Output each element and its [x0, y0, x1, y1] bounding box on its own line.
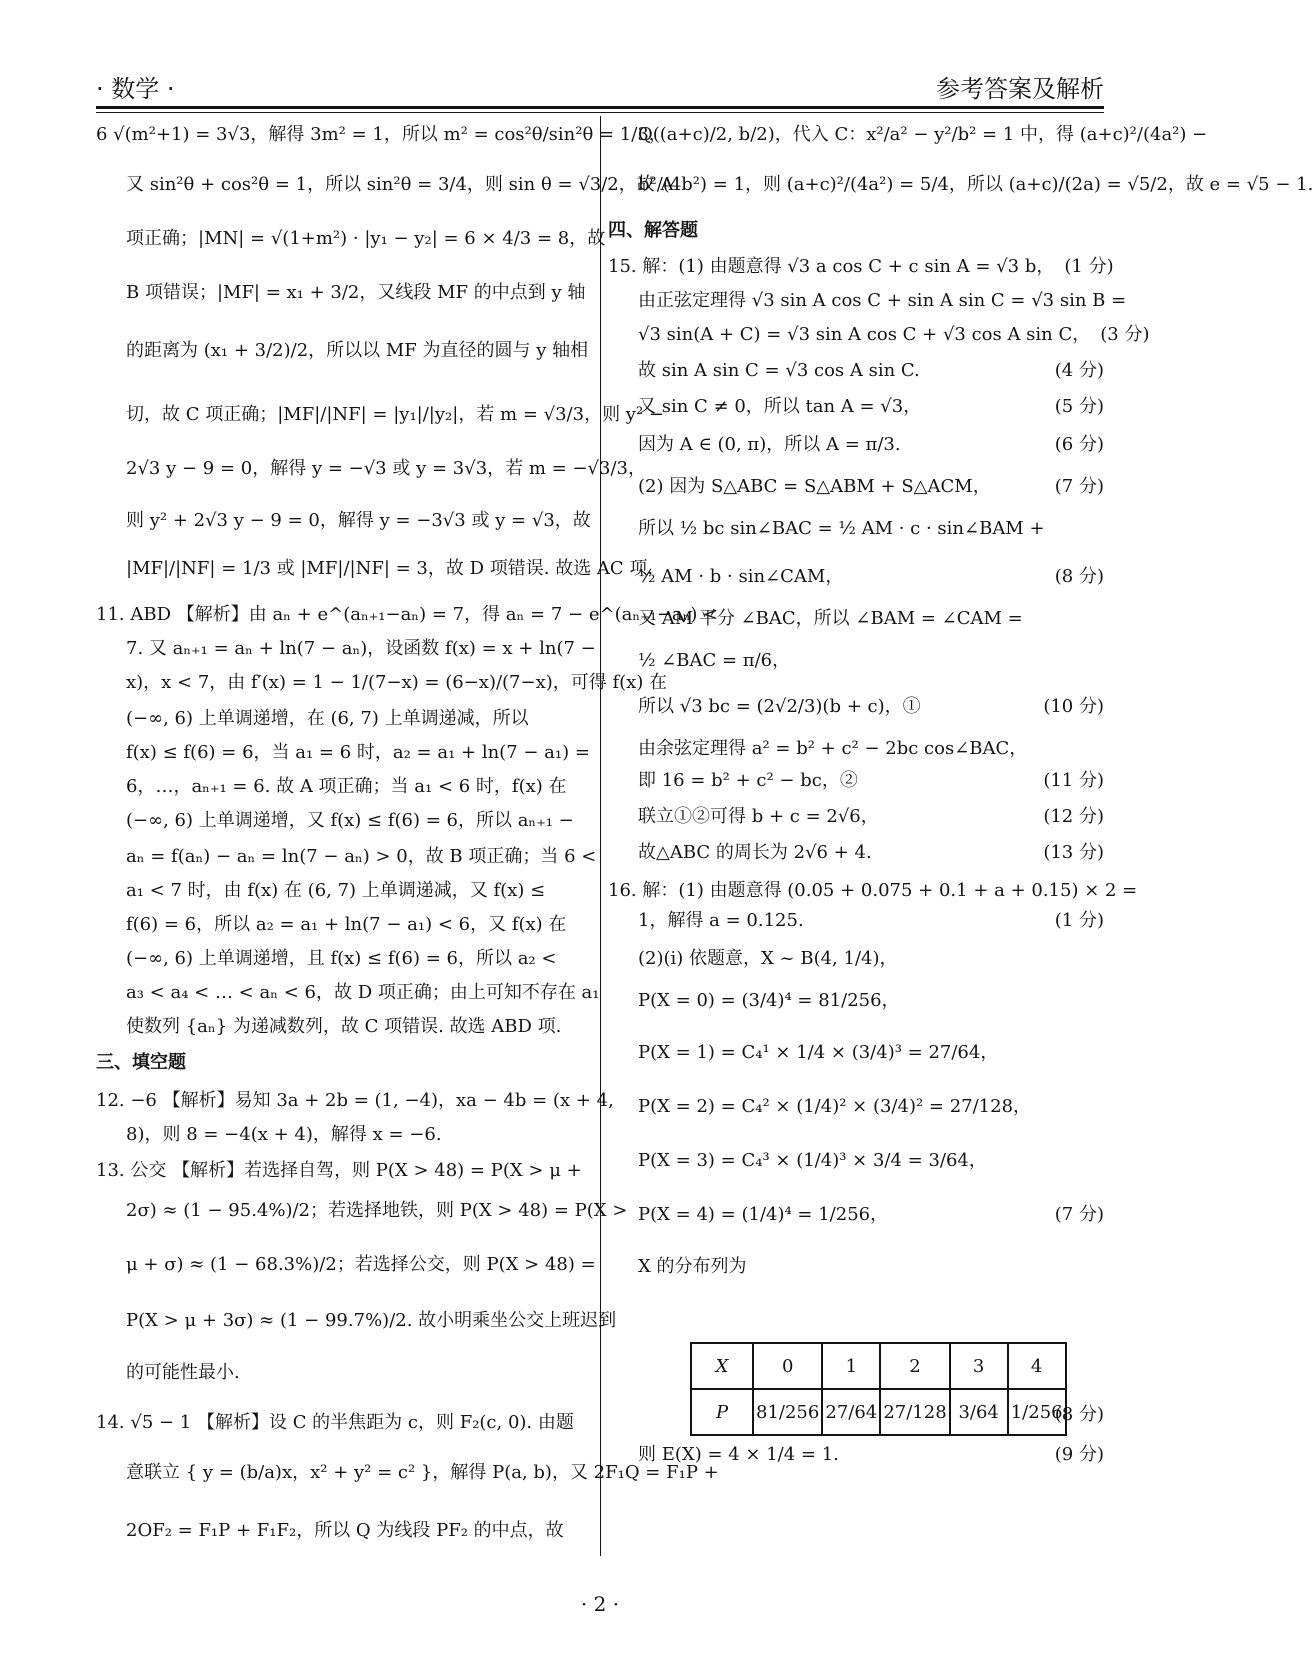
score-label: (8 分) — [1054, 566, 1104, 587]
table-cell: 3 — [950, 1343, 1008, 1389]
text-line: 14. √5 − 1 【解析】设 C 的半焦距为 c，则 F₂(c, 0). 由题 — [96, 1412, 574, 1433]
line-text: P(X = 3) = C₄³ × (1/4)³ × 3/4 = 3/64， — [638, 1150, 987, 1171]
text-line: 意联立 { y = (b/a)x，x² + y² = c² }，解得 P(a, b)，又 2F₁Q = F₁P + — [126, 1462, 719, 1483]
text-line — [608, 802, 1104, 828]
line-text: 因为 A ∈ (0, π)，所以 A = π/3. — [638, 434, 901, 455]
text-line: 12. −6 【解析】易知 3a + 2b = (1, −4)，xa − 4b = (x + 4, — [96, 1090, 614, 1111]
text-line — [608, 562, 1104, 588]
score-label: (5 分) — [1054, 396, 1104, 417]
text-line: |MF|/|NF| = 1/3 或 |MF|/|NF| = 3，故 D 项错误. 故选 AC 项. — [126, 558, 654, 579]
line-text: P(X = 2) = C₄² × (1/4)² × (3/4)² = 27/128， — [638, 1096, 1032, 1117]
text-line — [608, 734, 1104, 760]
line-text: 四、解答题 — [608, 220, 698, 241]
text-line: 6，…，aₙ₊₁ = 6. 故 A 项正确；当 a₁ < 6 时，f(x) 在 — [126, 776, 567, 797]
line-text: P(X = 4) = (1/4)⁴ = 1/256， — [638, 1204, 889, 1225]
line-text: P(X = 0) = (3/4)⁴ = 81/256， — [638, 990, 900, 1011]
line-text: 由余弦定理得 a² = b² + c² − 2bc cos∠BAC， — [638, 738, 1028, 759]
text-line: 6 √(m²+1) = 3√3，解得 3m² = 1，所以 m² = cos²θ/sin²θ = 1/3， — [96, 124, 667, 145]
column-divider — [600, 116, 601, 1556]
page-header — [96, 64, 1104, 104]
text-line: 项正确；|MN| = √(1+m²) · |y₁ − y₂| = 6 × 4/3 = 8，故 — [126, 228, 606, 249]
text-line — [608, 766, 1104, 792]
text-line — [608, 392, 1104, 418]
text-line: 则 y² + 2√3 y − 9 = 0，解得 y = −3√3 或 y = √3，故 — [126, 510, 591, 531]
line-text: 由正弦定理得 √3 sin A cos C + sin A sin C = √3 sin B = — [638, 290, 1127, 311]
text-line — [608, 1146, 1104, 1172]
text-line — [608, 876, 1138, 902]
text-line — [608, 252, 1114, 278]
line-text: 故 sin A sin C = √3 cos A sin C. — [638, 360, 920, 381]
score-label: (3 分) — [1100, 324, 1150, 345]
text-line — [608, 356, 1104, 382]
text-line — [608, 986, 1104, 1012]
line-text: 故△ABC 的周长为 2√6 + 4. — [638, 842, 872, 863]
text-line — [608, 1200, 1104, 1226]
text-line: a₁ < 7 时，由 f(x) 在 (6, 7) 上单调递减，又 f(x) ≤ — [126, 880, 546, 901]
text-line — [608, 604, 1104, 630]
score-label: (7 分) — [1054, 1204, 1104, 1225]
table-cell: 27/128 — [880, 1389, 949, 1435]
table-row — [691, 1343, 1066, 1389]
text-line — [608, 1440, 1104, 1466]
line-text: 又 AM 平分 ∠BAC，所以 ∠BAM = ∠CAM = — [638, 608, 1023, 629]
score-label: (12 分) — [1043, 806, 1104, 827]
score-label: (9 分) — [1054, 1444, 1104, 1465]
text-line — [608, 1252, 1104, 1278]
text-line: 三、填空题 — [96, 1052, 186, 1073]
text-line: 的距离为 (x₁ + 3/2)/2，所以以 MF 为直径的圆与 y 轴相 — [126, 340, 589, 361]
text-line — [608, 1092, 1104, 1118]
line-text: P(X = 1) = C₄¹ × 1/4 × (3/4)³ = 27/64， — [638, 1042, 999, 1063]
line-text: 即 16 = b² + c² − bc，② — [638, 770, 858, 791]
line-text: 所以 √3 bc = (2√2/3)(b + c)，① — [638, 696, 921, 717]
text-line: 使数列 {aₙ} 为递减数列，故 C 项错误. 故选 ABD 项. — [126, 1016, 562, 1037]
text-line: 11. ABD 【解析】由 aₙ + e^(aₙ₊₁−aₙ) = 7，得 aₙ = 7 − e^(aₙ₊₁−aₙ) < — [96, 604, 719, 625]
text-line: f(x) ≤ f(6) = 6，当 a₁ = 6 时，a₂ = a₁ + ln(7 − a₁) = — [126, 742, 590, 763]
text-line — [608, 216, 1104, 242]
text-line: (−∞, 6) 上单调递增，在 (6, 7) 上单调递减，所以 — [126, 708, 529, 729]
text-line: 2OF₂ = F₁P + F₁F₂，所以 Q 为线段 PF₂ 的中点，故 — [126, 1520, 564, 1541]
text-line: B 项错误；|MF| = x₁ + 3/2，又线段 MF 的中点到 y 轴 — [126, 282, 586, 303]
score-label: (11 分) — [1043, 770, 1104, 791]
text-line: (−∞, 6) 上单调递增，且 f(x) ≤ f(6) = 6，所以 a₂ < — [126, 948, 557, 969]
header-rule-thin — [96, 112, 1104, 113]
text-line: μ + σ) ≈ (1 − 68.3%)/2；若选择公交，则 P(X > 48) = — [126, 1254, 596, 1275]
text-line: 7. 又 aₙ₊₁ = aₙ + ln(7 − aₙ)，设函数 f(x) = x + ln(7 − — [126, 638, 596, 659]
line-text: b²/(4b²) = 1，则 (a+c)²/(4a²) = 5/4，所以 (a+c)/(2a) = √5/2，故 e = √5 − 1. — [638, 174, 1313, 195]
table-cell: 0 — [753, 1343, 822, 1389]
text-line: P(X > μ + 3σ) ≈ (1 − 99.7%)/2. 故小明乘坐公交上班迟到 — [126, 1310, 617, 1331]
text-line: 2σ) ≈ (1 − 95.4%)/2；若选择地铁，则 P(X > 48) = P(X > — [126, 1200, 628, 1221]
score-label: (6 分) — [1054, 434, 1104, 455]
text-line — [608, 1400, 1104, 1426]
table-cell: X — [691, 1343, 753, 1389]
text-line — [608, 1038, 1104, 1064]
header-rule — [96, 106, 1104, 109]
line-text: X 的分布列为 — [638, 1256, 747, 1277]
text-line: a₃ < a₄ < … < aₙ < 6，故 D 项正确；由上可知不存在 a₁ — [126, 982, 600, 1003]
score-label: (7 分) — [1054, 476, 1104, 497]
table-cell: 4 — [1008, 1343, 1066, 1389]
line-text: ½ AM · b · sin∠CAM， — [638, 566, 844, 587]
text-line: 切，故 C 项正确；|MF|/|NF| = |y₁|/|y₂|，若 m = √3/3，则 y² − — [126, 404, 664, 425]
text-line: f(6) = 6，所以 a₂ = a₁ + ln(7 − a₁) < 6，又 f(x) 在 — [126, 914, 567, 935]
text-line — [608, 170, 1313, 196]
table-cell: 1 — [822, 1343, 880, 1389]
text-line: (−∞, 6) 上单调递增，又 f(x) ≤ f(6) = 6，所以 aₙ₊₁ − — [126, 810, 574, 831]
table-cell: P — [691, 1389, 753, 1435]
score-label: (8 分) — [1054, 1404, 1104, 1425]
text-line: 的可能性最小. — [126, 1362, 240, 1383]
text-line: 8)，则 8 = −4(x + 4)，解得 x = −6. — [126, 1124, 442, 1145]
score-label: (1 分) — [1064, 256, 1114, 277]
text-line — [608, 906, 1104, 932]
line-text: 1，解得 a = 0.125. — [638, 910, 804, 931]
table-cell: 81/256 — [753, 1389, 822, 1435]
line-text: 所以 ½ bc sin∠BAC = ½ AM · c · sin∠BAM + — [638, 518, 1045, 539]
table-cell: 1/256 — [1008, 1389, 1066, 1435]
score-label: (10 分) — [1043, 696, 1104, 717]
text-line — [608, 320, 1150, 346]
score-label: (1 分) — [1054, 910, 1104, 931]
text-line: x)，x < 7，由 f′(x) = 1 − 1/(7−x) = (6−x)/(7−x)，可得 f(x) 在 — [126, 672, 668, 693]
line-text: 又 sin C ≠ 0，所以 tan A = √3， — [638, 396, 922, 417]
score-label: (4 分) — [1054, 360, 1104, 381]
text-line — [608, 514, 1104, 540]
line-text: Q((a+c)/2, b/2)，代入 C：x²/a² − y²/b² = 1 中，得 (a+c)²/(4a²) − — [638, 124, 1208, 145]
text-line — [608, 430, 1104, 456]
table-cell: 2 — [880, 1343, 949, 1389]
line-text: √3 sin(A + C) = √3 sin A cos C + √3 cos A sin C， — [638, 324, 1091, 345]
line-text: 则 E(X) = 4 × 1/4 = 1. — [638, 1444, 839, 1465]
text-line: aₙ = f(aₙ) − aₙ = ln(7 − aₙ) > 0，故 B 项正确；当 6 < — [126, 846, 597, 867]
text-line: 13. 公交 【解析】若选择自驾，则 P(X > 48) = P(X > μ + — [96, 1160, 582, 1181]
text-line — [608, 120, 1208, 146]
line-text: 联立①②可得 b + c = 2√6， — [638, 806, 879, 827]
line-text: (2)(i) 依题意，X ~ B(4, 1/4)， — [638, 948, 898, 969]
table-cell: 27/64 — [822, 1389, 880, 1435]
text-line — [608, 472, 1104, 498]
line-text: 15. 解：(1) 由题意得 √3 a cos C + c sin A = √3 b， — [608, 256, 1055, 277]
text-line: 又 sin²θ + cos²θ = 1，所以 sin²θ = 3/4，则 sin θ = √3/2，故 A — [126, 174, 674, 195]
table-cell: 3/64 — [950, 1389, 1008, 1435]
text-line: 2√3 y − 9 = 0，解得 y = −√3 或 y = 3√3，若 m = −√3/3， — [126, 458, 646, 479]
line-text: (2) 因为 S△ABC = S△ABM + S△ACM， — [638, 476, 991, 497]
text-line — [608, 838, 1104, 864]
line-text: 16. 解：(1) 由题意得 (0.05 + 0.075 + 0.1 + a + 0.15) × 2 = — [608, 880, 1138, 901]
text-line — [608, 646, 1104, 672]
text-line — [608, 286, 1127, 312]
page-number: · 2 · — [580, 1592, 620, 1616]
score-label: (13 分) — [1043, 842, 1104, 863]
line-text: ½ ∠BAC = π/6， — [638, 650, 791, 671]
header-title: 参考答案及解析 — [936, 75, 1104, 103]
text-line — [608, 692, 1104, 718]
text-line — [608, 944, 1104, 970]
subject-label: · 数学 · — [96, 75, 175, 103]
